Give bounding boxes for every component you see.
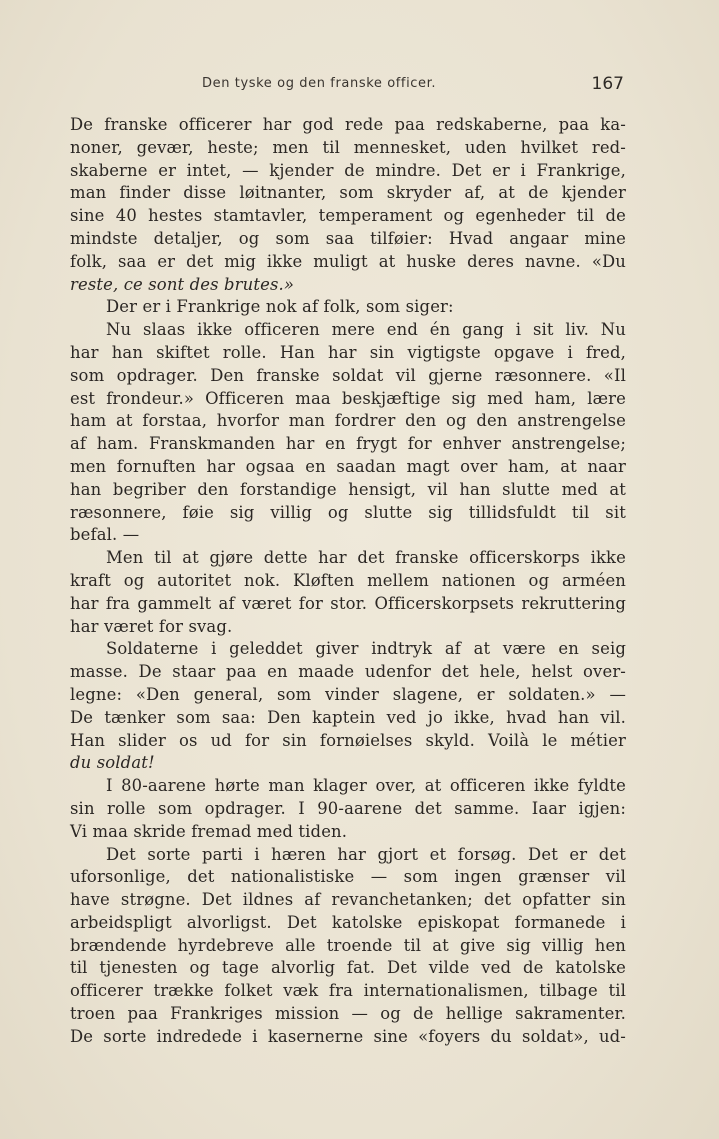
text-line: De franske officerer har god rede paa redskaberne, paa ka- <box>70 115 626 134</box>
text-line: Men til at gjøre dette har det franske officerskorps ikke <box>106 548 626 568</box>
italic-quote: du soldat! <box>70 753 155 773</box>
text-line: Soldaterne i geleddet giver indtryk af at være en seig <box>106 639 626 659</box>
text-line: af ham. Franskmanden har en frygt for enhver anstrengelse; <box>70 434 626 454</box>
italic-quote: reste, ce sont des brutes.» <box>70 274 295 294</box>
body-text <box>70 114 626 1049</box>
text-line: have strøgne. Det ildnes af revanchetanken; det opfatter sin <box>70 890 626 910</box>
text-line: est frondeur.» Officeren maa beskjæftige sig med ham, lære <box>70 388 626 408</box>
text-line: befal. — <box>70 525 140 545</box>
text-line: Det sorte parti i hæren har gjort et forsøg. Det er det <box>106 844 626 864</box>
text-line: I 80-aarene hørte man klager over, at officeren ikke fyldte <box>106 776 626 796</box>
text-line: De sorte indrededе i kasernerne sine «foyers du soldat», ud- <box>70 1026 626 1046</box>
text-line: sine 40 hestes stamtavler, temperament og egenheder til de <box>70 206 626 226</box>
text-line: har fra gammelt af været for stor. Officerskorpsets rekruttering <box>70 593 626 613</box>
text-line: troen paa Frankriges mission — og de hellige sakramenter. <box>70 1004 626 1024</box>
text-line: officerer trække folket væk fra internationalismen, tilbage til <box>70 981 626 1001</box>
text-line: men fornuften har ogsaa en saadan magt over ham, at naar <box>70 456 626 476</box>
text-line: noner, gevær, heste; men til mennesket, uden hvilket red- <box>70 137 626 157</box>
running-head: Den tyske og den franske officer. <box>202 76 437 91</box>
page-number: 167 <box>591 74 624 94</box>
text-line: Han slider os ud for sin fornøielses skyld. Voilà le métier <box>70 730 626 750</box>
text-line: Der er i Frankrige nok af folk, som siger: <box>106 297 454 317</box>
page-header <box>70 76 626 100</box>
text-line: ræsonnere, føie sig villig og slutte sig tillidsfuldt til sit <box>70 502 626 522</box>
text-line: folk, saa er det mig ikke muligt at huske deres navne. «Du <box>70 251 626 271</box>
text-line: som opdrager. Den franske soldat vil gjerne ræsonnere. «Il <box>70 365 626 385</box>
text-line: mindste detaljer, og som saa tilføier: Hvad angaar mine <box>70 228 626 248</box>
text-line-italic <box>70 752 626 775</box>
text-line: arbeidspligt alvorligst. Det katolske episkopat formanede i <box>70 912 626 932</box>
text-line: masse. De staar paa en maade udenfor det hele, helst over- <box>70 662 626 682</box>
text-line: har han skiftet rolle. Han har sin vigtigste opgave i fred, <box>70 342 626 362</box>
text-line: har været for svag. <box>70 616 233 636</box>
text-line: kraft og autoritet nok. Kløften mellem nationen og arméen <box>70 570 626 590</box>
text-line: ham at forstaa, hvorfor man fordrer den og den anstrengelse <box>70 411 626 431</box>
text-line: sin rolle som opdrager. I 90-aarene det samme. Iaar igjen: <box>70 798 626 818</box>
text-line: skaberne er intet, — kjender de mindre. Det er i Frankrige, <box>70 160 626 180</box>
text-line: legne: «Den general, som vinder slagene, er soldaten.» — <box>70 684 626 704</box>
text-line: Vi maa skride fremad med tiden. <box>70 821 348 841</box>
text-line: han begriber den forstandige hensigt, vil han slutte med at <box>70 479 626 499</box>
text-line: til tjenesten og tage alvorlig fat. Det vilde ved de katolske <box>70 958 626 978</box>
text-line: brændende hyrdebreve alle troende til at give sig villig hen <box>70 935 626 955</box>
text-line: man finder disse løitnanter, som skryder af, at de kjender <box>70 183 626 203</box>
text-line: De tænker som saa: Den kaptein ved jo ikke, hvad han vil. <box>70 707 626 727</box>
text-line: uforsonlige, det nationalistiske — som ingen grænser vil <box>70 867 626 887</box>
text-line: Nu slaas ikke officeren mere end én gang i sit liv. Nu <box>106 320 626 340</box>
text-line-italic <box>70 274 626 297</box>
